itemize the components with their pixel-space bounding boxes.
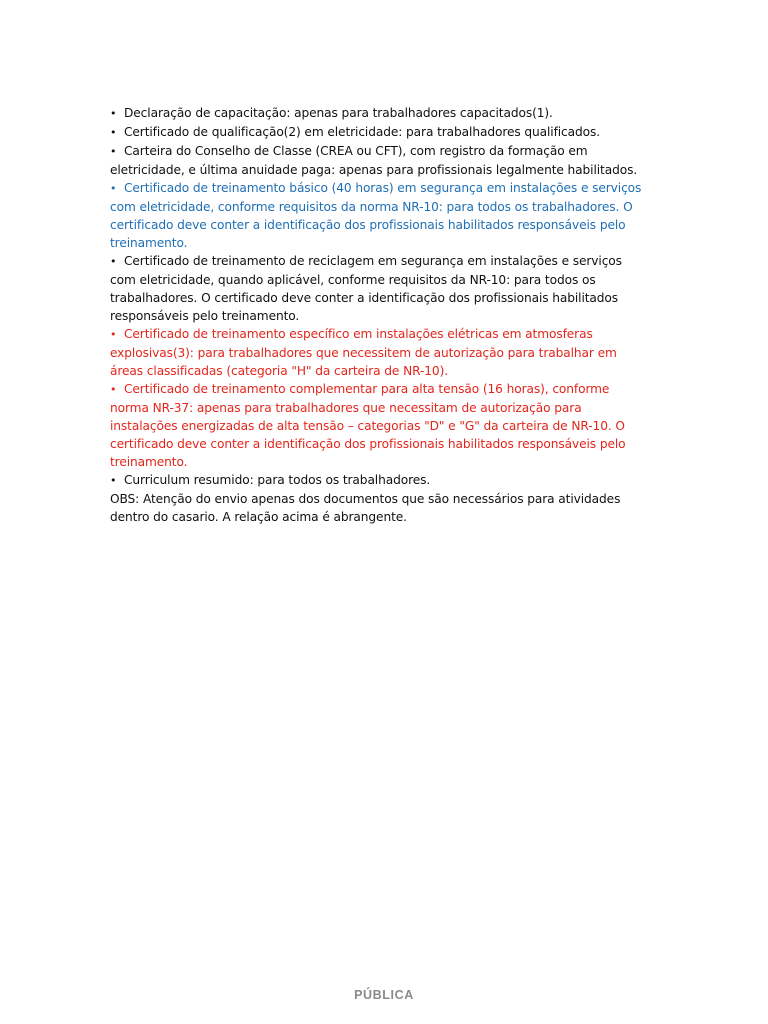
list-item-text: Certificado de treinamento complementar para alta tensão (16 horas), conforme norma NR-37: apenas para trabalhadores que necessitam de autorização para instalações energizadas de alta tensão – categorias "D" e "G" da carteira de NR-10. O certificado deve conter a identificação dos profissionais habilitados responsáveis pelo treinamento. bbox=[110, 382, 626, 469]
bullet-icon: • bbox=[110, 474, 117, 487]
list-item bbox=[110, 252, 650, 325]
classification-footer: PÚBLICA bbox=[354, 988, 414, 1002]
list-item-text: Curriculum resumido: para todos os trabalhadores. bbox=[124, 473, 431, 487]
list-item-text: Certificado de treinamento básico (40 horas) em segurança em instalações e serviços com eletricidade, conforme requisitos da norma NR-10: para todos os trabalhadores. O certificado deve conter a identificação dos profissionais habilitados responsáveis pelo treinamento. bbox=[110, 181, 642, 250]
list-item bbox=[110, 104, 650, 123]
obs-note: OBS: Atenção do envio apenas dos documentos que são necessários para atividades dentro do casario. A relação acima é abrangente. bbox=[110, 492, 621, 524]
list-item bbox=[110, 142, 650, 179]
bullet-icon: • bbox=[110, 126, 117, 139]
bullet-icon: • bbox=[110, 255, 117, 268]
list-item bbox=[110, 325, 650, 380]
bullet-icon: • bbox=[110, 145, 117, 158]
list-item-text: Certificado de treinamento específico em instalações elétricas em atmosferas explosivas(3): para trabalhadores que necessitem de autorização para trabalhar em áreas classificadas (categoria "H" da carteira de NR-10). bbox=[110, 327, 617, 378]
list-item-text: Certificado de treinamento de reciclagem em segurança em instalações e serviços com eletricidade, quando aplicável, conforme requisitos da NR-10: para todos os trabalhadores. O certificado deve conter a identificação dos profissionais habilitados responsáveis pelo treinamento. bbox=[110, 254, 622, 323]
list-item-text: Carteira do Conselho de Classe (CREA ou CFT), com registro da formação em eletricidade, e última anuidade paga: apenas para profissionais legalmente habilitados. bbox=[110, 144, 638, 177]
list-item bbox=[110, 123, 650, 142]
list-item-text: Certificado de qualificação(2) em eletricidade: para trabalhadores qualificados. bbox=[124, 125, 601, 139]
list-item-text: Declaração de capacitação: apenas para trabalhadores capacitados(1). bbox=[124, 106, 553, 120]
list-item bbox=[110, 471, 650, 490]
bullet-icon: • bbox=[110, 328, 117, 341]
document-body bbox=[110, 104, 650, 526]
bullet-icon: • bbox=[110, 182, 117, 195]
list-item bbox=[110, 179, 650, 252]
list-item bbox=[110, 380, 650, 471]
bullet-icon: • bbox=[110, 107, 117, 120]
bullet-icon: • bbox=[110, 383, 117, 396]
